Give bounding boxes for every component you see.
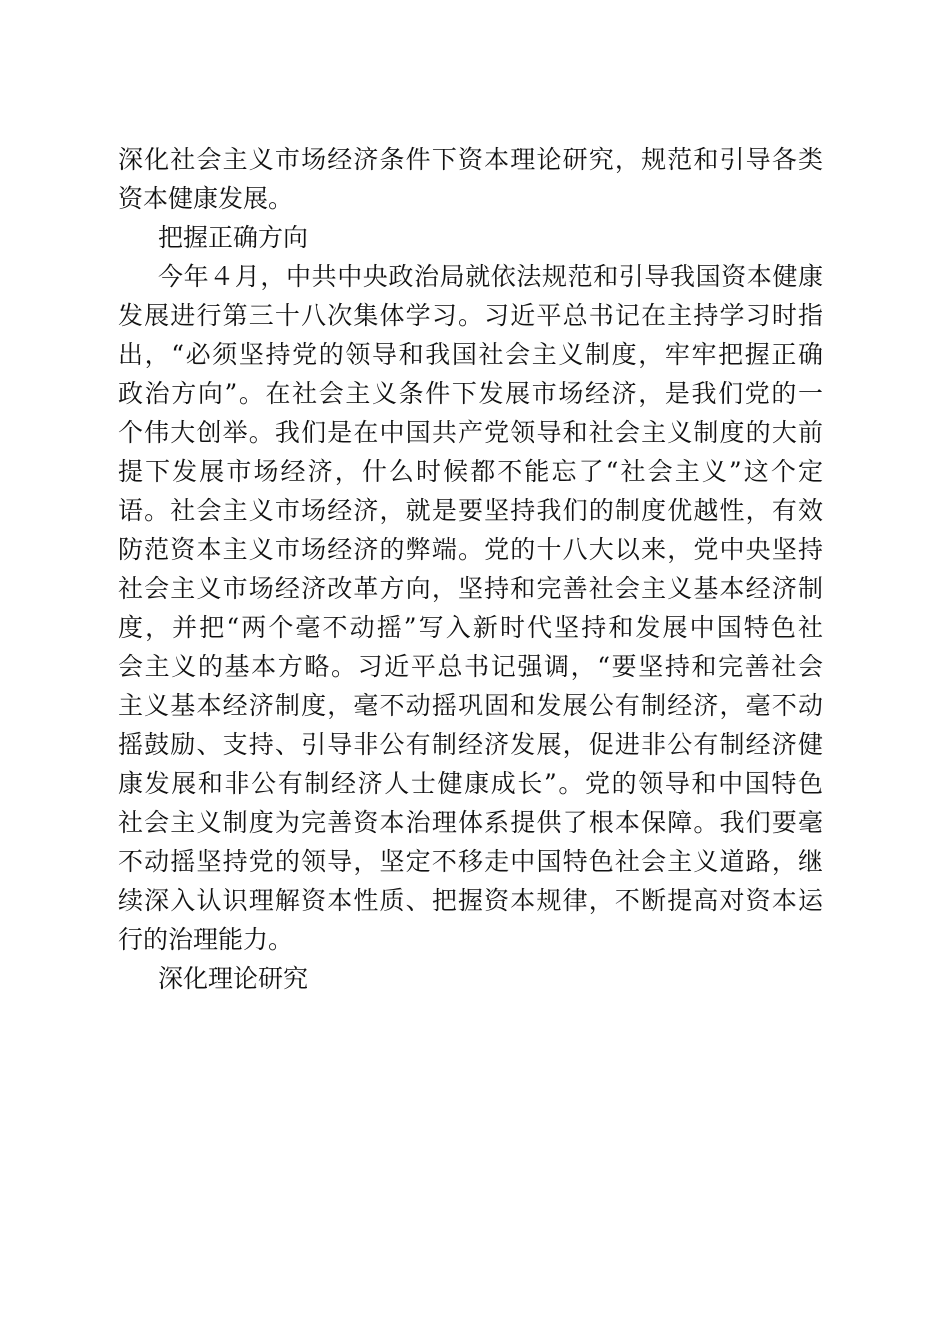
text-line: 出，“必须坚持党的领导和我国社会主义制度，牢牢把握正确 bbox=[118, 340, 823, 369]
text-line: 主义基本经济制度，毫不动摇巩固和发展公有制经济，毫不动 bbox=[118, 691, 823, 720]
text-line: 深化理论研究 bbox=[158, 964, 309, 993]
text-line: 今年４月，中共中央政治局就依法规范和引导我国资本健康 bbox=[158, 262, 823, 291]
text-line: 提下发展市场经济，什么时候都不能忘了“社会主义”这个定 bbox=[118, 457, 823, 486]
text-line: 社会主义市场经济改革方向，坚持和完善社会主义基本经济制 bbox=[118, 574, 823, 603]
text-line: 会主义的基本方略。习近平总书记强调，“要坚持和完善社会 bbox=[118, 652, 823, 681]
text-line: 康发展和非公有制经济人士健康成长”。党的领导和中国特色 bbox=[118, 769, 823, 798]
text-line: 政治方向”。在社会主义条件下发展市场经济，是我们党的一 bbox=[118, 379, 823, 408]
text-line: 度，并把“两个毫不动摇”写入新时代坚持和发展中国特色社 bbox=[118, 613, 823, 642]
text-line: 个伟大创举。我们是在中国共产党领导和社会主义制度的大前 bbox=[118, 418, 823, 447]
text-line: 摇鼓励、支持、引导非公有制经济发展，促进非公有制经济健 bbox=[118, 730, 823, 759]
text-line: 不动摇坚持党的领导，坚定不移走中国特色社会主义道路，继 bbox=[118, 847, 823, 876]
text-line: 语。社会主义市场经济，就是要坚持我们的制度优越性，有效 bbox=[118, 496, 823, 525]
text-line: 发展进行第三十八次集体学习。习近平总书记在主持学习时指 bbox=[118, 301, 823, 330]
text-line: 社会主义制度为完善资本治理体系提供了根本保障。我们要毫 bbox=[118, 808, 823, 837]
text-line: 续深入认识理解资本性质、把握资本规律，不断提高对资本运 bbox=[118, 886, 823, 915]
text-line: 深化社会主义市场经济条件下资本理论研究，规范和引导各类 bbox=[118, 145, 823, 174]
text-line: 行的治理能力。 bbox=[118, 925, 294, 954]
document-body bbox=[118, 140, 823, 998]
text-line: 把握正确方向 bbox=[158, 223, 309, 252]
text-line: 防范资本主义市场经济的弊端。党的十八大以来，党中央坚持 bbox=[118, 535, 823, 564]
text-line: 资本健康发展。 bbox=[118, 184, 294, 213]
